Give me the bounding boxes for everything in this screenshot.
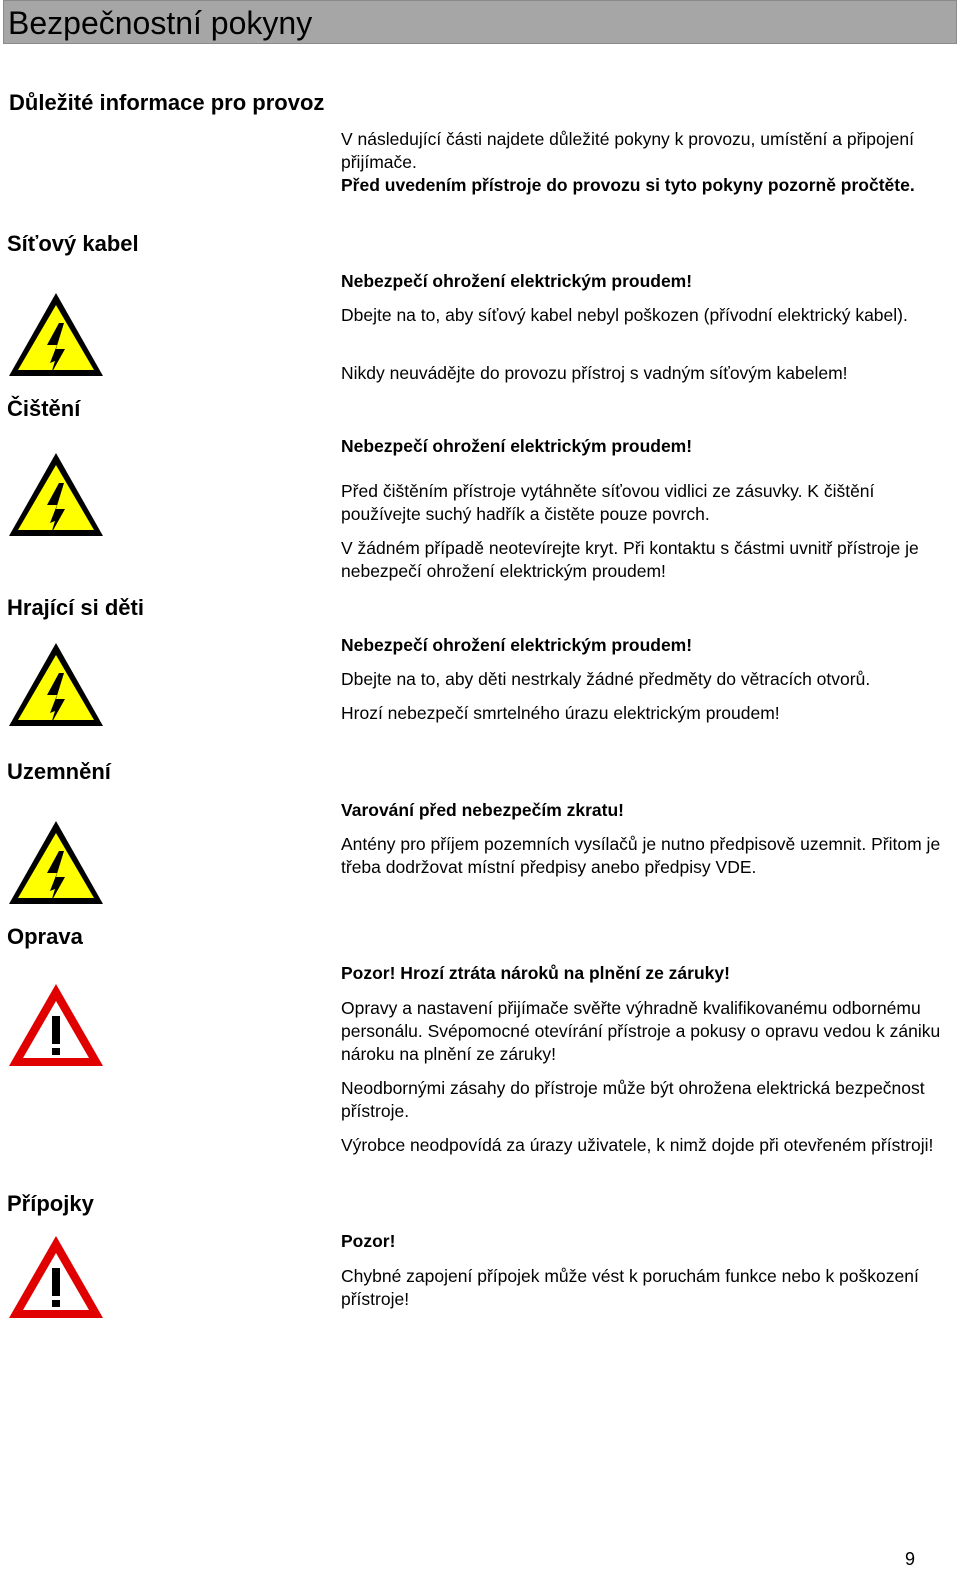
general-warning-icon [6,1232,106,1324]
page-header-bar [3,0,957,44]
text-cisteni-2: V žádném případě neotevírejte kryt. Při kontaktu s částmi uvnitř přístroje je nebezpečí ohrožení elektrickým proudem! [341,538,919,581]
electric-hazard-icon [6,290,106,382]
warning-cisteni: Nebezpečí ohrožení elektrickým proudem! [341,436,693,456]
section-heading-uzemneni: Uzemnění [7,759,111,784]
text-hrajici-si-deti-2: Hrozí nebezpečí smrtelného úrazu elektrickým proudem! [341,703,780,723]
electric-hazard-icon [6,450,106,542]
text-oprava-2: Neodbornými zásahy do přístroje může být ohrožena elektrická bezpečnost přístroje. [341,1078,925,1121]
text-hrajici-si-deti-1: Dbejte na to, aby děti nestrkaly žádné předměty do větracích otvorů. [341,669,871,689]
warning-oprava: Pozor! Hrozí ztráta nároků na plnění ze záruky! [341,963,730,983]
section-heading-sitovy-kabel: Síťový kabel [7,231,139,256]
section-heading-hrajici-si-deti: Hrající si děti [7,595,144,620]
text-pripojky-1: Chybné zapojení přípojek může vést k poruchám funkce nebo k poškození přístroje! [341,1266,919,1309]
text-oprava-1: Opravy a nastavení přijímače svěřte výhradně kvalifikovanému odbornému personálu. Svépomocné otevírání přístroje a pokusy o opravu vedou k zániku nároku na plnění ze záruky! [341,998,941,1064]
text-oprava-3: Výrobce neodpovídá za úrazy uživatele, k nimž dojde při otevřeném přístroji! [341,1135,934,1155]
warning-sitovy-kabel: Nebezpečí ohrožení elektrickým proudem! [341,271,693,291]
intro-bold: Před uvedením přístroje do provozu si tyto pokyny pozorně pročtěte. [341,175,915,195]
warning-hrajici-si-deti: Nebezpečí ohrožení elektrickým proudem! [341,635,693,655]
section-heading-cisteni: Čištění [7,396,81,421]
text-cisteni-1: Před čištěním přístroje vytáhněte síťovou vidlici ze zásuvky. K čištění používejte suchý hadřík a čistěte pouze povrch. [341,481,875,524]
intro-text: V následující části najdete důležité pokyny k provozu, umístění a připojení přijímače. [341,129,914,172]
general-warning-icon [6,980,106,1072]
section-heading-oprava: Oprava [7,924,83,949]
page-number: 9 [905,1549,916,1569]
warning-uzemneni: Varování před nebezpečím zkratu! [341,800,625,820]
section-heading-pripojky: Přípojky [7,1191,94,1216]
electric-hazard-icon [6,818,106,910]
page-title: Bezpečnostní pokyny [8,5,313,41]
text-uzemneni-1: Antény pro příjem pozemních vysílačů je nutno předpisově uzemnit. Přitom je třeba dodržovat místní předpisy anebo předpisy VDE. [341,834,941,877]
main-heading: Důležité informace pro provoz [9,90,325,115]
electric-hazard-icon [6,640,106,732]
text-sitovy-kabel-1: Dbejte na to, aby síťový kabel nebyl poškozen (přívodní elektrický kabel). [341,305,908,325]
text-sitovy-kabel-2: Nikdy neuvádějte do provozu přístroj s vadným síťovým kabelem! [341,363,848,383]
warning-pripojky: Pozor! [341,1231,396,1251]
